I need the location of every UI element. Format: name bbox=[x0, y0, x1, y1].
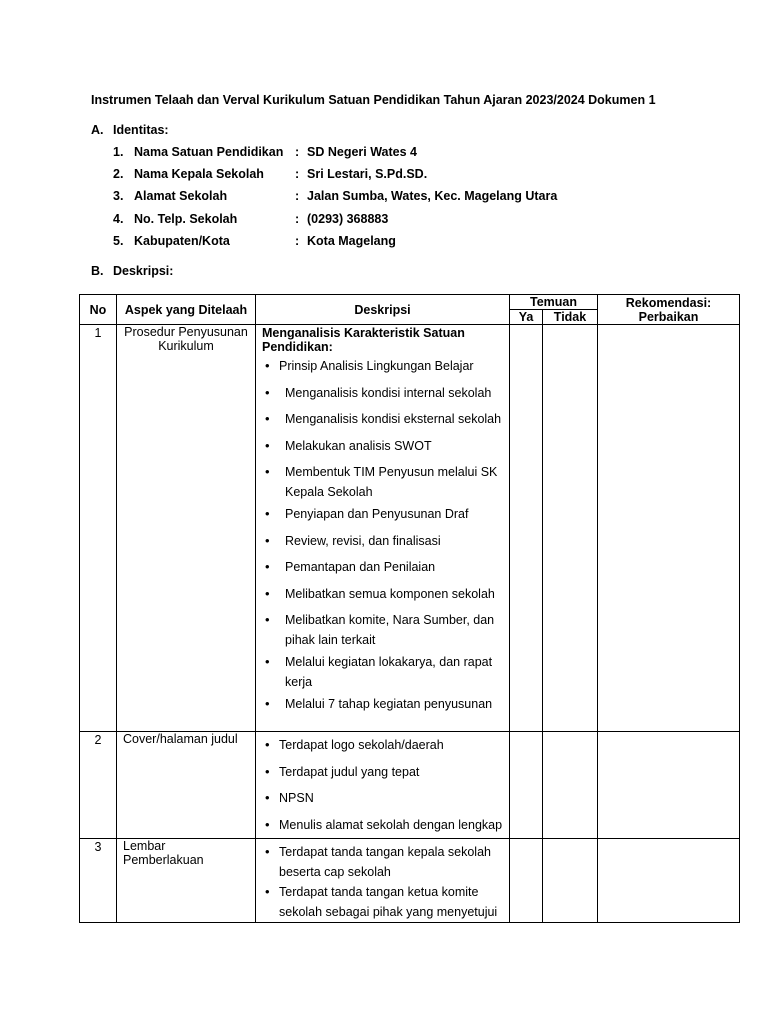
row-aspek bbox=[117, 839, 256, 923]
section-a-letter: A. bbox=[91, 123, 104, 137]
identity-label: Alamat Sekolah bbox=[134, 189, 228, 204]
list-item: • Terdapat logo sekolah/daerah bbox=[262, 735, 505, 755]
list-item: • Prinsip Analisis Lingkungan Belajar bbox=[262, 356, 505, 376]
list-item: • Terdapat judul yang tepat bbox=[262, 762, 505, 782]
section-b-letter: B. bbox=[91, 264, 104, 278]
list-item: • Terdapat tanda tangan ketua komite sekolah sebagai pihak yang menyetujui bbox=[262, 882, 505, 922]
section-b-heading bbox=[91, 264, 173, 278]
bullet-list bbox=[262, 735, 505, 835]
row-aspek: Cover/halaman judul bbox=[117, 732, 256, 839]
row-deskripsi bbox=[256, 325, 510, 732]
list-item: • Penyiapan dan Penyusunan Draf bbox=[262, 504, 505, 524]
bullet-list bbox=[262, 842, 505, 922]
identity-colon: : bbox=[295, 233, 300, 248]
list-item: • Menganalisis kondisi eksternal sekolah bbox=[262, 409, 505, 429]
list-item: • Membentuk TIM Penyusun melalui SK Kepala Sekolah bbox=[262, 462, 505, 502]
identity-value: Kota Magelang bbox=[307, 233, 396, 248]
identity-colon: : bbox=[295, 189, 300, 204]
identity-value: (0293) 368883 bbox=[307, 211, 389, 226]
list-item: • Melakukan analisis SWOT bbox=[262, 436, 505, 456]
list-item: • Menganalisis kondisi internal sekolah bbox=[262, 383, 505, 403]
document-title: Instrumen Telaah dan Verval Kurikulum Satuan Pendidikan Tahun Ajaran 2023/2024 Dokumen 1 bbox=[91, 93, 656, 107]
section-a-heading bbox=[91, 123, 169, 137]
row-aspek: Prosedur Penyusunan Kurikulum bbox=[117, 325, 256, 732]
header-tidak: Tidak bbox=[543, 310, 598, 325]
header-temuan: Temuan bbox=[510, 295, 598, 310]
row-subheading: Menganalisis Karakteristik Satuan Pendidikan: bbox=[262, 326, 465, 354]
row-no: 2 bbox=[80, 732, 117, 839]
identity-label: Nama Kepala Sekolah bbox=[134, 167, 264, 182]
cell-ya[interactable] bbox=[510, 325, 543, 732]
row-no: 3 bbox=[80, 839, 117, 923]
bullet-list bbox=[262, 356, 505, 714]
cell-rekomendasi[interactable] bbox=[598, 732, 740, 839]
list-item: • Melalui 7 tahap kegiatan penyusunan bbox=[262, 694, 505, 714]
header-deskripsi: Deskripsi bbox=[256, 295, 510, 325]
table-row bbox=[80, 732, 740, 839]
identity-num: 2. bbox=[113, 167, 124, 182]
header-aspek: Aspek yang Ditelaah bbox=[117, 295, 256, 325]
identity-value: SD Negeri Wates 4 bbox=[307, 145, 417, 159]
header-rekomendasi: Rekomendasi: Perbaikan bbox=[598, 295, 740, 325]
row-deskripsi bbox=[256, 732, 510, 839]
list-item: • Pemantapan dan Penilaian bbox=[262, 557, 505, 577]
review-table bbox=[79, 294, 740, 923]
identity-num: 5. bbox=[113, 233, 124, 248]
cell-tidak[interactable] bbox=[543, 325, 598, 732]
header-ya: Ya bbox=[510, 310, 543, 325]
list-item: • Melibatkan komite, Nara Sumber, dan pihak lain terkait bbox=[262, 610, 505, 650]
list-item: • Review, revisi, dan finalisasi bbox=[262, 531, 505, 551]
cell-ya[interactable] bbox=[510, 732, 543, 839]
list-item: • Melalui kegiatan lokakarya, dan rapat kerja bbox=[262, 652, 505, 692]
identity-label: No. Telp. Sekolah bbox=[134, 211, 238, 226]
section-a-title: Identitas: bbox=[113, 123, 169, 137]
identity-colon: : bbox=[295, 145, 300, 159]
cell-tidak[interactable] bbox=[543, 732, 598, 839]
row-no: 1 bbox=[80, 325, 117, 732]
row-aspek-text: Lembar Pemberlakuan bbox=[123, 839, 204, 867]
list-item: • NPSN bbox=[262, 788, 505, 808]
cell-rekomendasi[interactable] bbox=[598, 325, 740, 732]
cell-rekomendasi[interactable] bbox=[598, 839, 740, 923]
header-no: No bbox=[80, 295, 117, 325]
row-deskripsi bbox=[256, 839, 510, 923]
identity-value: Jalan Sumba, Wates, Kec. Magelang Utara bbox=[307, 189, 558, 204]
identity-num: 3. bbox=[113, 189, 124, 204]
identity-num: 1. bbox=[113, 145, 124, 159]
identity-value: Sri Lestari, S.Pd.SD. bbox=[307, 167, 428, 182]
table-row bbox=[80, 839, 740, 923]
cell-ya[interactable] bbox=[510, 839, 543, 923]
identity-colon: : bbox=[295, 211, 300, 226]
section-b-title: Deskripsi: bbox=[113, 264, 174, 278]
identity-label: Kabupaten/Kota bbox=[134, 233, 230, 248]
list-item: • Menulis alamat sekolah dengan lengkap bbox=[262, 815, 505, 835]
cell-tidak[interactable] bbox=[543, 839, 598, 923]
identity-num: 4. bbox=[113, 211, 124, 226]
list-item: • Melibatkan semua komponen sekolah bbox=[262, 584, 505, 604]
identity-colon: : bbox=[295, 167, 300, 182]
identity-label: Nama Satuan Pendidikan bbox=[134, 145, 284, 159]
list-item: • Terdapat tanda tangan kepala sekolah beserta cap sekolah bbox=[262, 842, 505, 882]
table-row bbox=[80, 325, 740, 732]
